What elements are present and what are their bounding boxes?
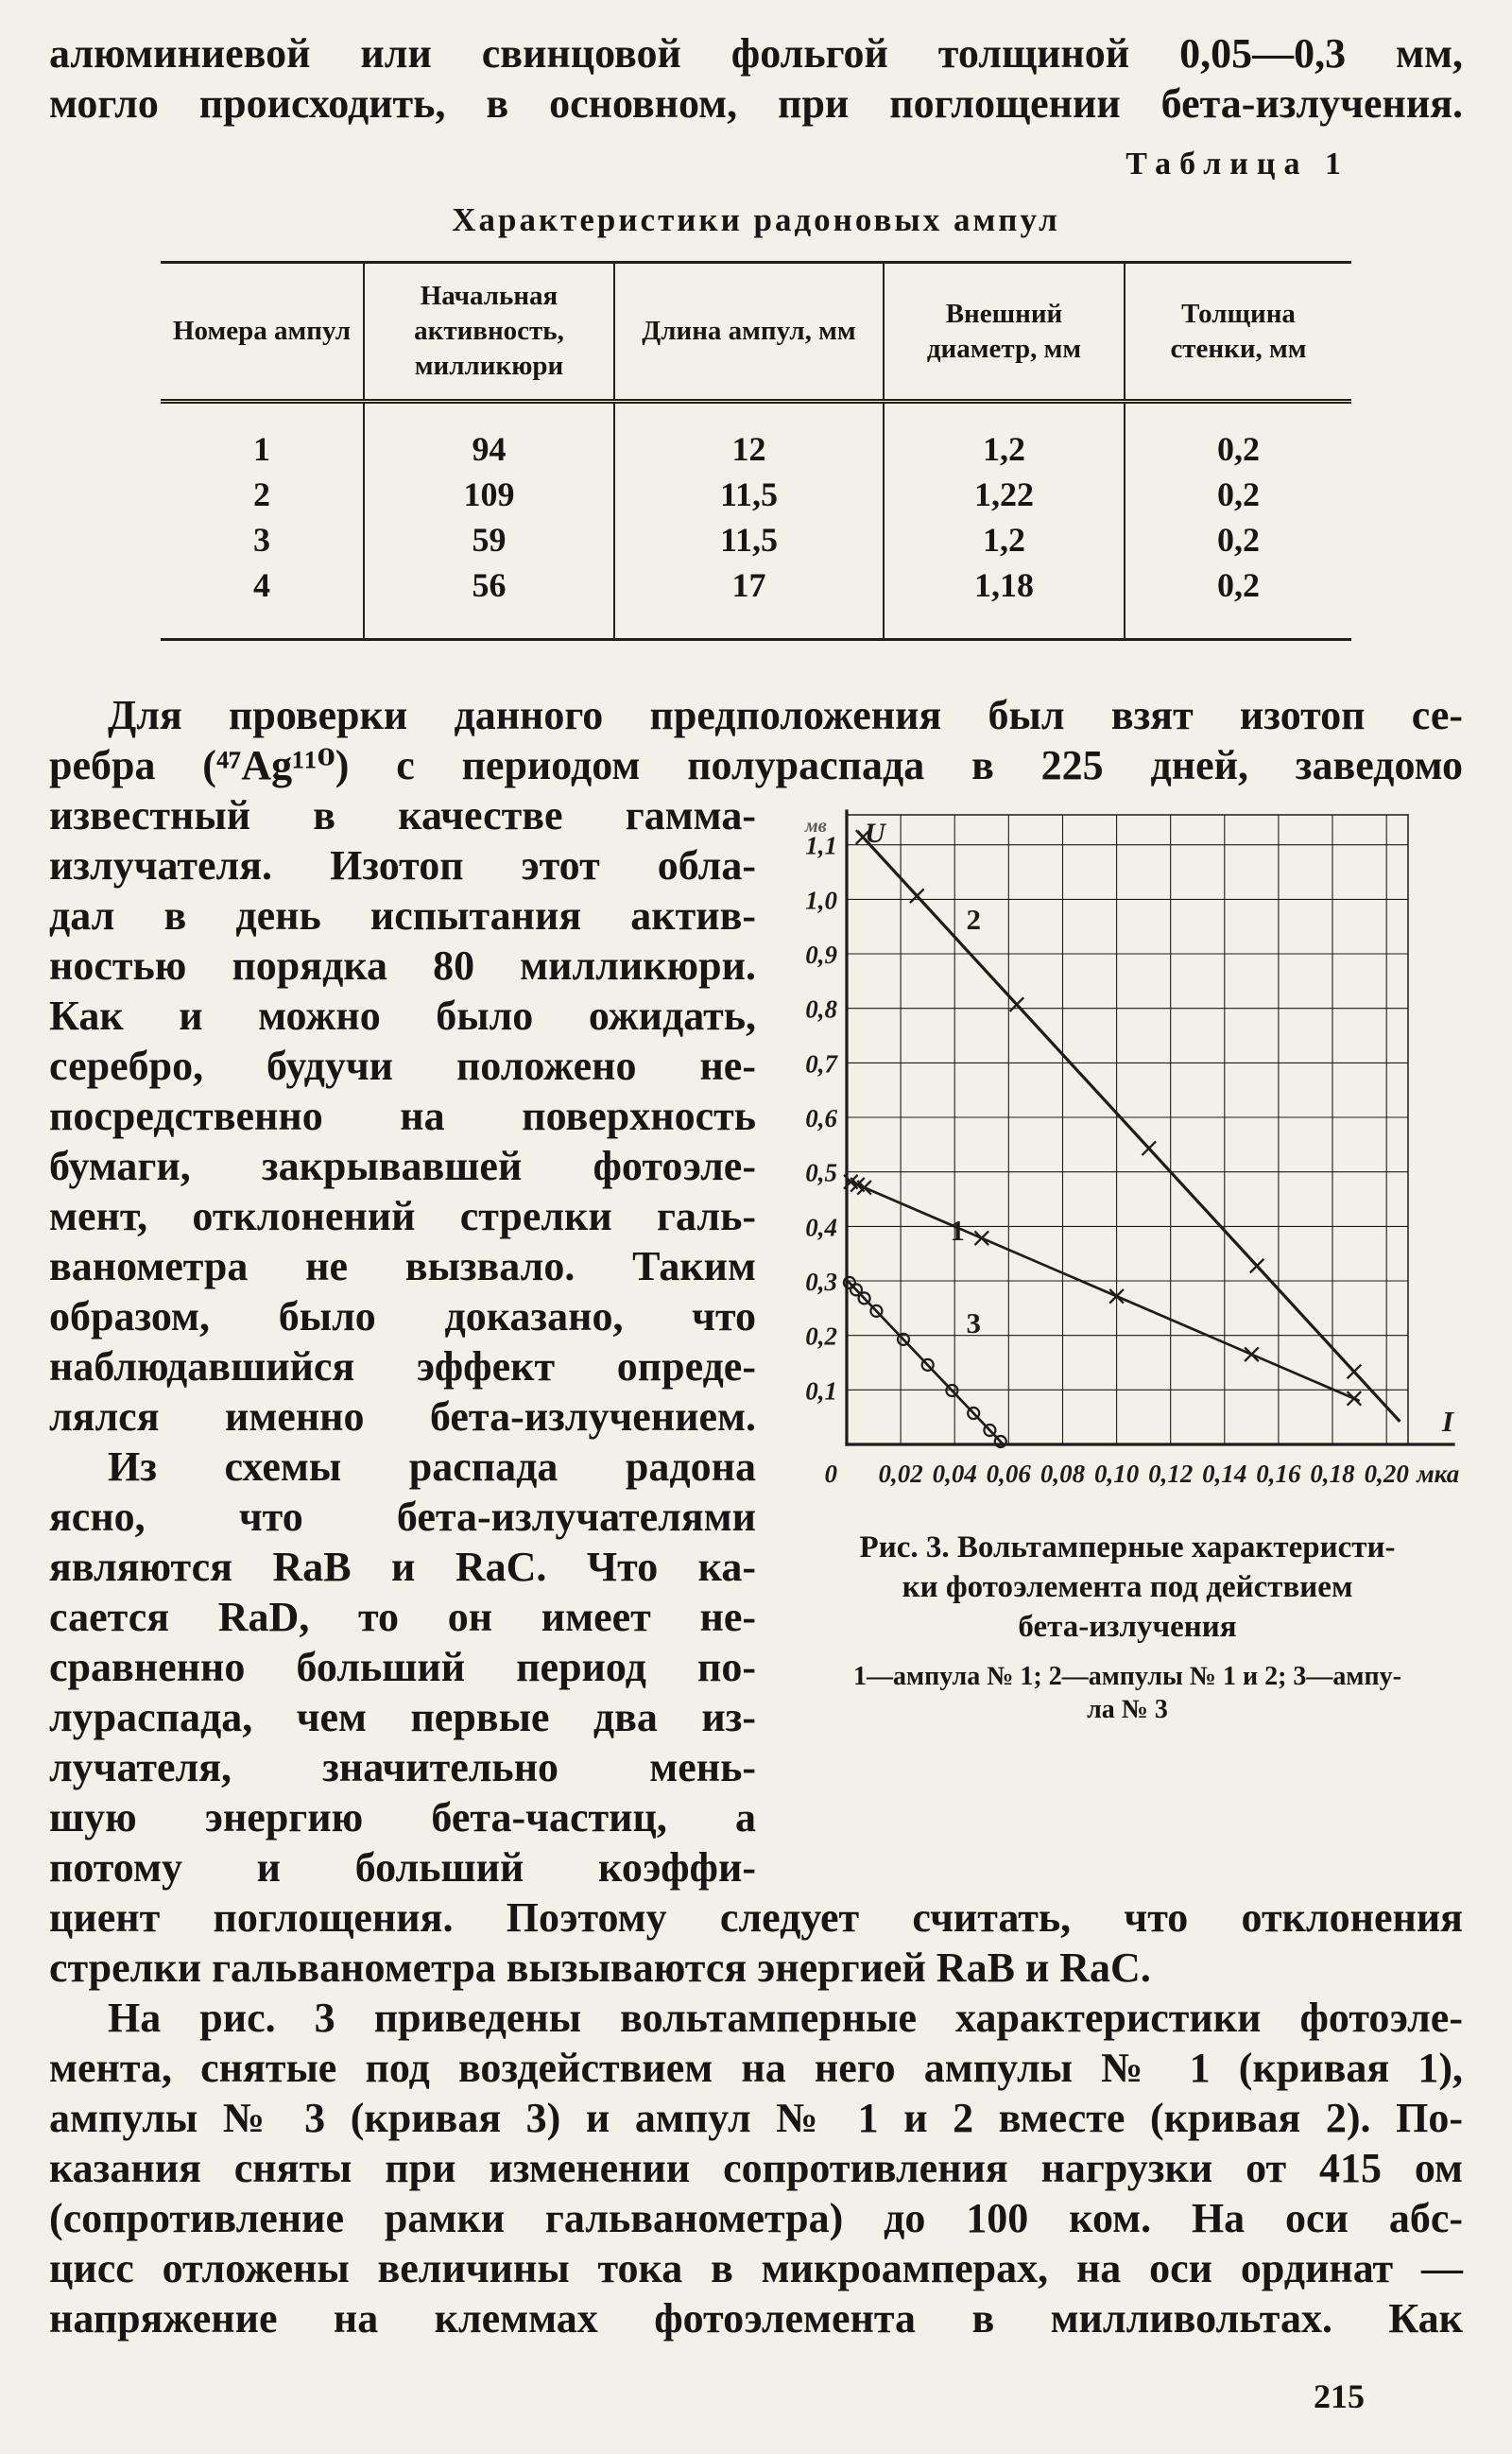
svg-text:2: 2	[966, 903, 981, 937]
table-title: Характеристики радоновых ампул	[452, 201, 1060, 238]
svg-text:0,08: 0,08	[1040, 1460, 1086, 1488]
body-line: шую энергию бета-частиц, а	[49, 1794, 756, 1840]
body-line: дал в день испытания актив-	[49, 892, 756, 939]
body-line: Из схемы распада радона	[108, 1443, 756, 1490]
body-line: ванометра не вызвало. Таким	[49, 1243, 756, 1289]
svg-text:1,0: 1,0	[805, 886, 837, 915]
table-cell: 1,2	[884, 402, 1125, 473]
body-line: (сопротивление рамки гальванометра) до 100 ком. На оси абс-	[49, 2195, 1463, 2241]
figure-caption-line: ки фотоэлемента под действием	[902, 1570, 1353, 1604]
table-cell: 1,2	[884, 517, 1125, 562]
svg-text:0,10: 0,10	[1093, 1460, 1140, 1488]
svg-text:0,02: 0,02	[878, 1460, 923, 1488]
body-line: казания сняты при изменении сопротивления нагрузки от 415 ом	[49, 2145, 1463, 2191]
body-line: ребра (⁴⁷Ag¹¹⁰) с периодом полураспада в 225 дней, заведомо	[49, 742, 1463, 788]
radon-ampoules-table	[161, 261, 1351, 641]
table-cell: 0,2	[1125, 472, 1351, 517]
svg-text:0,5: 0,5	[805, 1158, 837, 1187]
svg-text:0: 0	[824, 1460, 837, 1488]
body-line: бумаги, закрывавшей фотоэле-	[49, 1143, 756, 1189]
svg-text:мв: мв	[805, 816, 827, 837]
table-header-cell: Длина ампул, мм	[614, 263, 884, 402]
table-cell: 3	[253, 521, 270, 559]
svg-text:0,16: 0,16	[1256, 1460, 1301, 1488]
voltage-current-chart	[792, 802, 1463, 1509]
svg-text:0,14: 0,14	[1202, 1460, 1247, 1488]
figure-3	[792, 802, 1463, 1726]
body-line: напряжение на клеммах фотоэлемента в милливольтах. Как	[49, 2295, 1463, 2342]
chart-mount	[792, 802, 1463, 1509]
body-line: посредственно на поверхность	[49, 1093, 756, 1139]
table-row	[161, 517, 1351, 562]
table-header-cell: Толщина стенки, мм	[1125, 263, 1351, 402]
body-line: лялся именно бета-излучением.	[49, 1393, 756, 1440]
body-line: излучателя. Изотоп этот обла-	[49, 842, 756, 889]
table-cell: 4	[161, 562, 364, 640]
svg-text:3: 3	[966, 1305, 981, 1339]
body-line: могло происходить, в основном, при поглощении бета-излучения.	[49, 80, 1463, 127]
table-cell: 1	[253, 430, 270, 468]
table-cell: 109	[364, 472, 614, 517]
body-line: наблюдавшийся эффект опреде-	[49, 1343, 756, 1390]
table-header-cell: Номера ампул	[161, 263, 364, 402]
svg-text:0,1: 0,1	[805, 1376, 837, 1406]
body-line: известный в качестве гамма-	[49, 792, 756, 838]
table-cell: 12	[614, 402, 884, 473]
figure-caption-line: Рис. 3. Вольтамперные характеристи-	[859, 1530, 1396, 1564]
body-line: На рис. 3 приведены вольтамперные характеристики фотоэле-	[108, 1995, 1463, 2041]
table-row	[161, 562, 1351, 640]
body-line: сравненно больший период по-	[49, 1644, 756, 1690]
body-line: потому и больший коэффи-	[49, 1844, 756, 1891]
body-line: Как и можно было ожидать,	[49, 993, 756, 1039]
text-column	[49, 790, 756, 1892]
body-line: являются RaB и RaC. Что ка-	[49, 1544, 756, 1590]
body-line: алюминиевой или свинцовой фольгой толщиной 0,05—0,3 мм,	[49, 30, 1463, 77]
body-line: лураспада, чем первые два из-	[49, 1694, 756, 1740]
table-cell: 1,18	[884, 562, 1125, 640]
body-line: серебро, будучи положено не-	[49, 1043, 756, 1089]
svg-text:0,6: 0,6	[805, 1104, 837, 1132]
figure-caption-line: бета-излучения	[1018, 1610, 1237, 1644]
svg-text:0,4: 0,4	[805, 1213, 837, 1242]
table-cell: 0,2	[1125, 517, 1351, 562]
table-cell: 2	[253, 475, 270, 513]
svg-text:0,3: 0,3	[805, 1268, 837, 1296]
body-line: ампулы № 3 (кривая 3) и ампул № 1 и 2 вместе (кривая 2). По-	[49, 2095, 1463, 2141]
table-label: Таблица 1	[1125, 147, 1349, 181]
svg-text:1,1: 1,1	[805, 831, 837, 860]
body-line: ясно, что бета-излучателями	[49, 1494, 756, 1540]
svg-text:0,06: 0,06	[986, 1460, 1031, 1488]
svg-text:0,9: 0,9	[805, 941, 837, 969]
svg-text:U: U	[865, 818, 885, 849]
body-line: сается RaD, то он имеет не-	[49, 1594, 756, 1640]
svg-text:мка: мка	[1417, 1460, 1460, 1488]
body-line: стрелки гальванометра вызываются энергией RaB и RaC.	[49, 1944, 1151, 1991]
svg-text:0,8: 0,8	[805, 994, 837, 1024]
table-cell: 17	[614, 562, 884, 640]
body-line: мент, отклонений стрелки галь-	[49, 1193, 756, 1239]
table-row	[161, 402, 1351, 473]
body-line: мента, снятые под воздействием на него ампулы № 1 (кривая 1),	[49, 2045, 1463, 2091]
page-number: 215	[1314, 2377, 1365, 2415]
svg-text:I: I	[1441, 1405, 1454, 1438]
table-cell: 56	[364, 562, 614, 640]
figure-legend-line: 1—ампула № 1; 2—ампулы № 1 и 2; 3—ампу-	[853, 1662, 1401, 1691]
table-cell: 11,5	[614, 517, 884, 562]
figure-caption	[792, 1528, 1463, 1726]
svg-text:0,12: 0,12	[1148, 1460, 1194, 1488]
table-cell: 0,2	[1125, 562, 1351, 640]
table-cell: 1,22	[884, 472, 1125, 517]
table-cell: 11,5	[614, 472, 884, 517]
body-line: цисс отложены величины тока в микроамперах, на оси ординат —	[49, 2245, 1463, 2291]
svg-text:0,2: 0,2	[805, 1322, 837, 1351]
body-line: лучателя, значительно мень-	[49, 1744, 756, 1790]
table-row	[161, 472, 1351, 517]
table-header-cell: Внешний диаметр, мм	[884, 263, 1125, 402]
svg-text:1: 1	[950, 1213, 965, 1247]
body-line: циент поглощения. Поэтому следует считать, что отклонения	[49, 1894, 1463, 1941]
figure-legend-line: ла № 3	[1087, 1695, 1168, 1724]
table-cell: 94	[364, 402, 614, 473]
svg-text:0,20: 0,20	[1364, 1460, 1409, 1488]
table-cell: 0,2	[1125, 402, 1351, 473]
table-header-cell: Начальная активность, милликюри	[364, 263, 614, 402]
body-line: образом, было доказано, что	[49, 1293, 756, 1339]
text-and-figure-row	[49, 790, 1463, 1892]
body-line: Для проверки данного предположения был взят изотоп се-	[108, 692, 1463, 738]
svg-text:0,7: 0,7	[805, 1049, 837, 1079]
table-cell: 59	[364, 517, 614, 562]
svg-text:0,04: 0,04	[932, 1460, 977, 1488]
table-header-row	[161, 263, 1351, 402]
body-line: ностью порядка 80 милликюри.	[49, 942, 756, 989]
svg-text:0,18: 0,18	[1310, 1460, 1355, 1488]
